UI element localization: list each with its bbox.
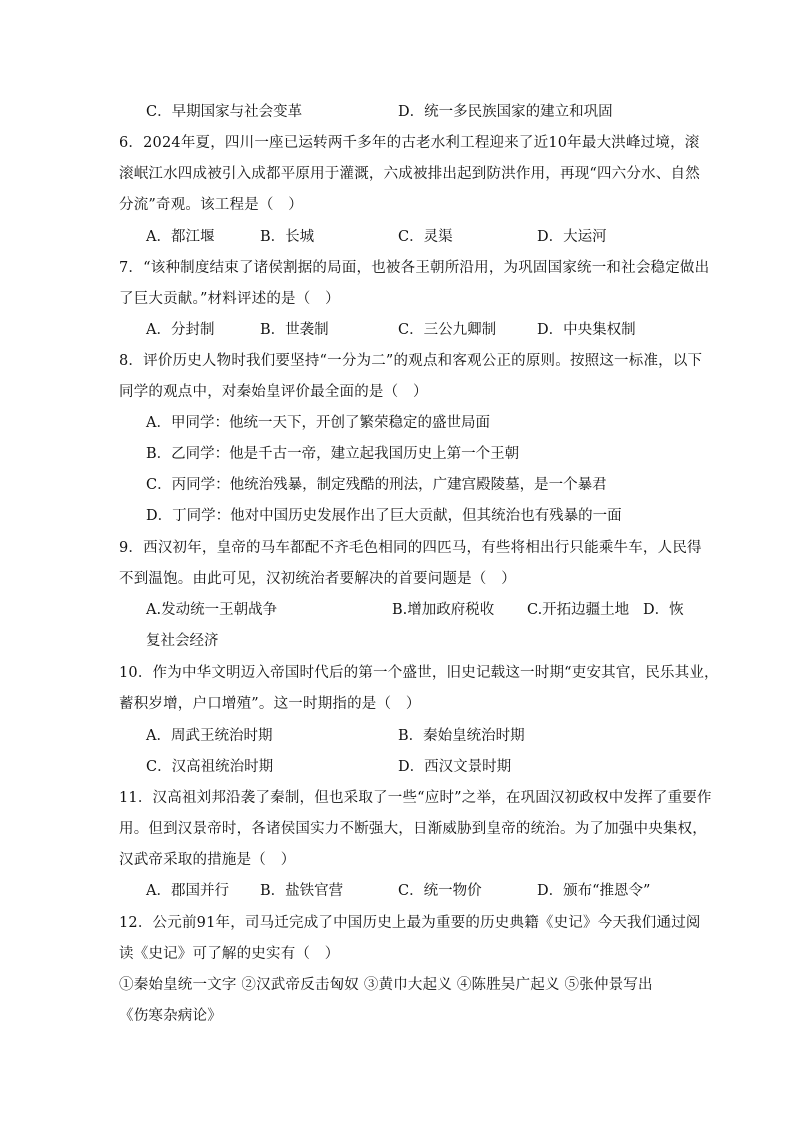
q11-option-d: D．颁布“推恩令”: [537, 883, 651, 899]
q9-stem-line-2: 不到温饱。由此可见，汉初统治者要解决的首要问题是（ ）: [119, 571, 516, 587]
q10-option-d: D．西汉文景时期: [398, 759, 512, 775]
q9-option-a: A.发动统一王朝战争: [146, 602, 278, 618]
q10-stem-line-1: 10．作为中华文明迈入帝国时代后的第一个盛世，旧史记载这一时期“吏安其官，民乐其业，: [119, 665, 719, 681]
q11-stem-line-2: 用。但到汉景帝时，各诸侯国实力不断强大，日渐威胁到皇帝的统治。为了加强中央集权，: [119, 821, 707, 837]
q7-stem-line-2: 了巨大贡献。”材料评述的是（ ）: [119, 291, 340, 307]
q8-stem-line-1: 8．评价历史人物时我们要坚持“一分为二”的观点和客观公正的原则。按照这一标准，以下: [119, 353, 703, 369]
q9-option-d-continued: 复社会经济: [146, 633, 219, 649]
q6-option-d: D．大运河: [537, 229, 607, 245]
q6-stem-line-3: 分流”奇观。该工程是（ ）: [119, 197, 304, 213]
q7-option-c: C．三公九卿制: [398, 322, 497, 338]
q10-stem-line-2: 蓄积岁增，户口增殖”。这一时期指的是（ ）: [119, 696, 421, 712]
q12-items-line-2: 《伤寒杂病论》: [119, 1008, 222, 1024]
q9-option-c: C.开拓边疆土地: [527, 602, 630, 618]
q11-option-c: C．统一物价: [398, 883, 482, 899]
q11-option-a: A．郡国并行: [146, 883, 229, 899]
q8-stem-line-2: 同学的观点中，对秦始皇评价最全面的是（ ）: [119, 384, 428, 400]
q6-option-b: B．长城: [260, 229, 315, 245]
q9-stem-line-1: 9．西汉初年，皇帝的马车都配不齐毛色相同的四匹马，有些将相出行只能乘牛车，人民得: [119, 540, 702, 556]
q9-option-b: B.增加政府税收: [392, 602, 495, 618]
q6-option-a: A．都江堰: [146, 229, 215, 245]
q11-stem-line-1: 11．汉高祖刘邦沿袭了秦制，但也采取了一些“应时”之举，在巩固汉初政权中发挥了重要作: [119, 790, 712, 806]
q6-option-c: C．灵渠: [398, 229, 453, 245]
q7-option-b: B．世袭制: [260, 322, 329, 338]
q5-option-d: D．统一多民族国家的建立和巩固: [398, 104, 613, 120]
q10-option-a: A．周武王统治时期: [146, 728, 273, 744]
q6-stem-line-1: 6．2024年夏，四川一座已运转两千多年的古老水利工程迎来了近10年最大洪峰过境，滚: [119, 135, 700, 151]
q7-option-d: D．中央集权制: [537, 322, 636, 338]
q8-option-c: C．丙同学：他统治残暴，制定残酷的刑法，广建宫殿陵墓，是一个暴君: [146, 477, 607, 493]
q12-stem-line-1: 12．公元前91年，司马迁完成了中国历史上最为重要的历史典籍《史记》今天我们通过阅: [119, 915, 701, 931]
q12-items-line: ①秦始皇统一文字 ②汉武帝反击匈奴 ③黄巾大起义 ④陈胜吴广起义 ⑤张仲景写出: [119, 977, 653, 993]
q8-option-d: D．丁同学：他对中国历史发展作出了巨大贡献，但其统治也有残暴的一面: [146, 508, 622, 524]
q7-stem-line-1: 7．“该种制度结束了诸侯割据的局面，也被各王朝所沿用，为巩固国家统一和社会稳定做出: [119, 260, 710, 276]
q5-option-c: C．早期国家与社会变革: [146, 104, 303, 120]
q12-stem-line-2: 读《史记》可了解的史实有（ ）: [119, 946, 340, 962]
q11-stem-line-3: 汉武帝采取的措施是（ ）: [119, 852, 296, 868]
q8-option-a: A．甲同学：他统一天下，开创了繁荣稳定的盛世局面: [146, 415, 490, 431]
q8-option-b: B．乙同学：他是千古一帝，建立起我国历史上第一个王朝: [146, 446, 520, 462]
q10-option-b: B．秦始皇统治时期: [398, 728, 525, 744]
q11-option-b: B．盐铁官营: [260, 883, 344, 899]
q9-option-d: D．恢: [643, 602, 684, 618]
q6-stem-line-2: 滚岷江水四成被引入成都平原用于灌溉，六成被排出起到防洪作用，再现“四六分水、自然: [119, 166, 700, 182]
q7-option-a: A．分封制: [146, 322, 215, 338]
q10-option-c: C．汉高祖统治时期: [146, 759, 274, 775]
